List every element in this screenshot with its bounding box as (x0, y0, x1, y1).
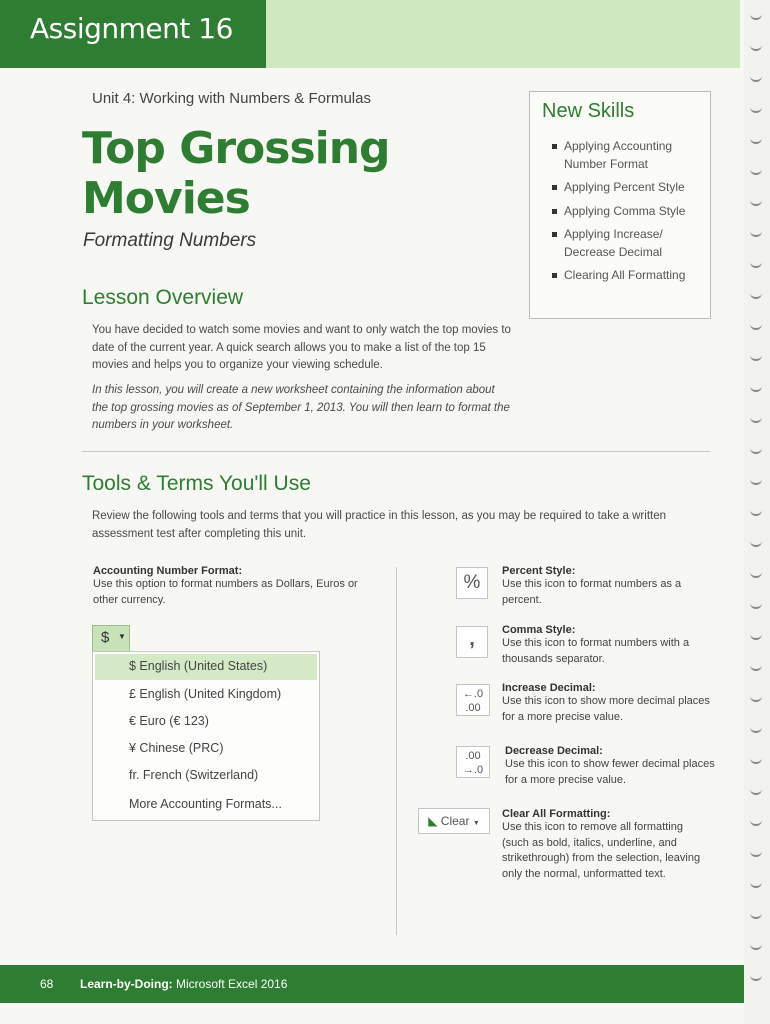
spiral-coil (750, 132, 762, 144)
menu-item-chinese[interactable]: ¥ Chinese (PRC) (129, 741, 224, 755)
increase-decimal-bottom: .00 (465, 702, 481, 714)
new-skills-box (529, 91, 711, 319)
increase-decimal-term (502, 682, 712, 725)
spiral-coil (750, 535, 762, 547)
decrease-decimal-icon[interactable] (456, 746, 490, 778)
menu-item-french-swiss[interactable]: fr. French (Switzerland) (129, 768, 259, 782)
term-description: Use this option to format numbers as Dollars, Euros or other currency. (93, 578, 358, 606)
spiral-coil (750, 783, 762, 795)
clear-formatting-term (502, 808, 712, 882)
term-description: Use this icon to show more decimal places for a more precise value. (502, 695, 710, 723)
term-title: Accounting Number Format: (93, 565, 243, 577)
dollar-icon: $ (101, 629, 110, 646)
title-line-2: Movies (82, 173, 250, 224)
eraser-icon: ◣ (428, 814, 438, 828)
spiral-coil (750, 318, 762, 330)
term-description: Use this icon to format numbers as a percent. (502, 578, 682, 606)
menu-item-english-uk[interactable]: £ English (United Kingdom) (129, 687, 282, 701)
increase-decimal-top: ←.0 (462, 688, 484, 700)
spiral-binding (744, 0, 770, 1024)
skill-item: Applying Comma Style (550, 203, 710, 221)
term-title: Comma Style: (502, 624, 576, 636)
spiral-coil (750, 473, 762, 485)
spiral-coil (750, 101, 762, 113)
spiral-coil (750, 845, 762, 857)
spiral-coil (750, 349, 762, 361)
clear-label: Clear (440, 814, 470, 828)
term-description: Use this icon to remove all formatting (such as bold, italics, underline, and strikethrough) from the selection, leaving only the normal, unformatted text. (502, 821, 701, 880)
spiral-coil (750, 411, 762, 423)
accounting-term (93, 565, 383, 608)
accounting-format-button[interactable] (92, 625, 130, 653)
new-skills-list (550, 138, 710, 291)
footer-book: Microsoft Excel 2016 (172, 977, 288, 991)
spiral-coil (750, 938, 762, 950)
page-number: 68 (40, 977, 54, 991)
section-divider (82, 451, 710, 452)
lesson-overview-heading: Lesson Overview (82, 286, 244, 309)
assignment-title: Assignment 16 (30, 12, 233, 45)
term-title: Decrease Decimal: (505, 745, 603, 757)
spiral-coil (750, 690, 762, 702)
term-title: Percent Style: (502, 565, 576, 577)
accounting-dropdown-menu (92, 651, 320, 821)
clear-button[interactable] (418, 808, 490, 834)
decrease-decimal-term (505, 745, 715, 788)
page-subtitle: Formatting Numbers (83, 230, 257, 251)
footer-brand: Learn-by-Doing: (80, 977, 173, 991)
page-title (82, 124, 390, 224)
spiral-coil (750, 225, 762, 237)
skill-item: Applying Percent Style (550, 179, 710, 197)
skill-item: Clearing All Formatting (550, 267, 710, 285)
spiral-coil (750, 752, 762, 764)
unit-label: Unit 4: Working with Numbers & Formulas (92, 90, 371, 107)
increase-decimal-icon[interactable] (456, 684, 490, 716)
term-description: Use this icon to show fewer decimal places for a more precise value. (505, 758, 715, 786)
percent-icon[interactable]: % (456, 567, 488, 599)
dropdown-arrow-icon: ▼ (118, 632, 126, 641)
spiral-coil (750, 814, 762, 826)
dropdown-arrow-icon: ▼ (472, 820, 480, 827)
spiral-coil (750, 907, 762, 919)
skill-item: Applying Accounting Number Format (550, 138, 710, 173)
spiral-coil (750, 969, 762, 981)
lesson-paragraph: You have decided to watch some movies and want to only watch the top movies to date of the current year. A quick search allows you to make a list of the top 15 movies and helps you to organize your viewing schedule. (92, 324, 511, 371)
spiral-coil (750, 380, 762, 392)
assignment-tab (0, 0, 266, 68)
decrease-decimal-bottom: →.0 (462, 764, 484, 776)
spiral-coil (750, 256, 762, 268)
spiral-coil (750, 442, 762, 454)
spiral-coil (750, 287, 762, 299)
spiral-coil (750, 163, 762, 175)
spiral-coil (750, 597, 762, 609)
spiral-coil (750, 721, 762, 733)
spiral-coil (750, 194, 762, 206)
lesson-paragraph-italic: In this lesson, you will create a new worksheet containing the information about the top grossing movies as of September 1, 2013. You will then learn to format the numbers in your worksheet. (92, 384, 510, 431)
spiral-coil (750, 39, 762, 51)
spiral-coil (750, 8, 762, 20)
spiral-coil (750, 70, 762, 82)
comma-term (502, 624, 712, 667)
footer-book-title (80, 977, 287, 991)
spiral-coil (750, 566, 762, 578)
decrease-decimal-top: .00 (465, 750, 481, 762)
menu-item-euro[interactable]: € Euro (€ 123) (129, 714, 209, 728)
term-description: Use this icon to format numbers with a thousands separator. (502, 637, 690, 665)
spiral-coil (750, 504, 762, 516)
comma-icon[interactable]: , (456, 626, 488, 658)
new-skills-title: New Skills (542, 100, 635, 122)
spiral-coil (750, 659, 762, 671)
skill-item: Applying Increase/ Decrease Decimal (550, 226, 710, 261)
spiral-coil (750, 876, 762, 888)
title-line-1: Top Grossing (82, 123, 390, 174)
page-footer (0, 965, 748, 1003)
spiral-coil (750, 628, 762, 640)
term-title: Clear All Formatting: (502, 808, 611, 820)
term-title: Increase Decimal: (502, 682, 596, 694)
menu-item-more-formats[interactable]: More Accounting Formats... (129, 797, 282, 811)
menu-item-english-us[interactable]: $ English (United States) (129, 659, 268, 673)
tools-heading: Tools & Terms You'll Use (82, 472, 311, 495)
column-divider (396, 567, 397, 935)
percent-term (502, 565, 712, 608)
tools-intro: Review the following tools and terms that you will practice in this lesson, as you may be required to take a written assessment test after completing this unit. (92, 510, 667, 540)
